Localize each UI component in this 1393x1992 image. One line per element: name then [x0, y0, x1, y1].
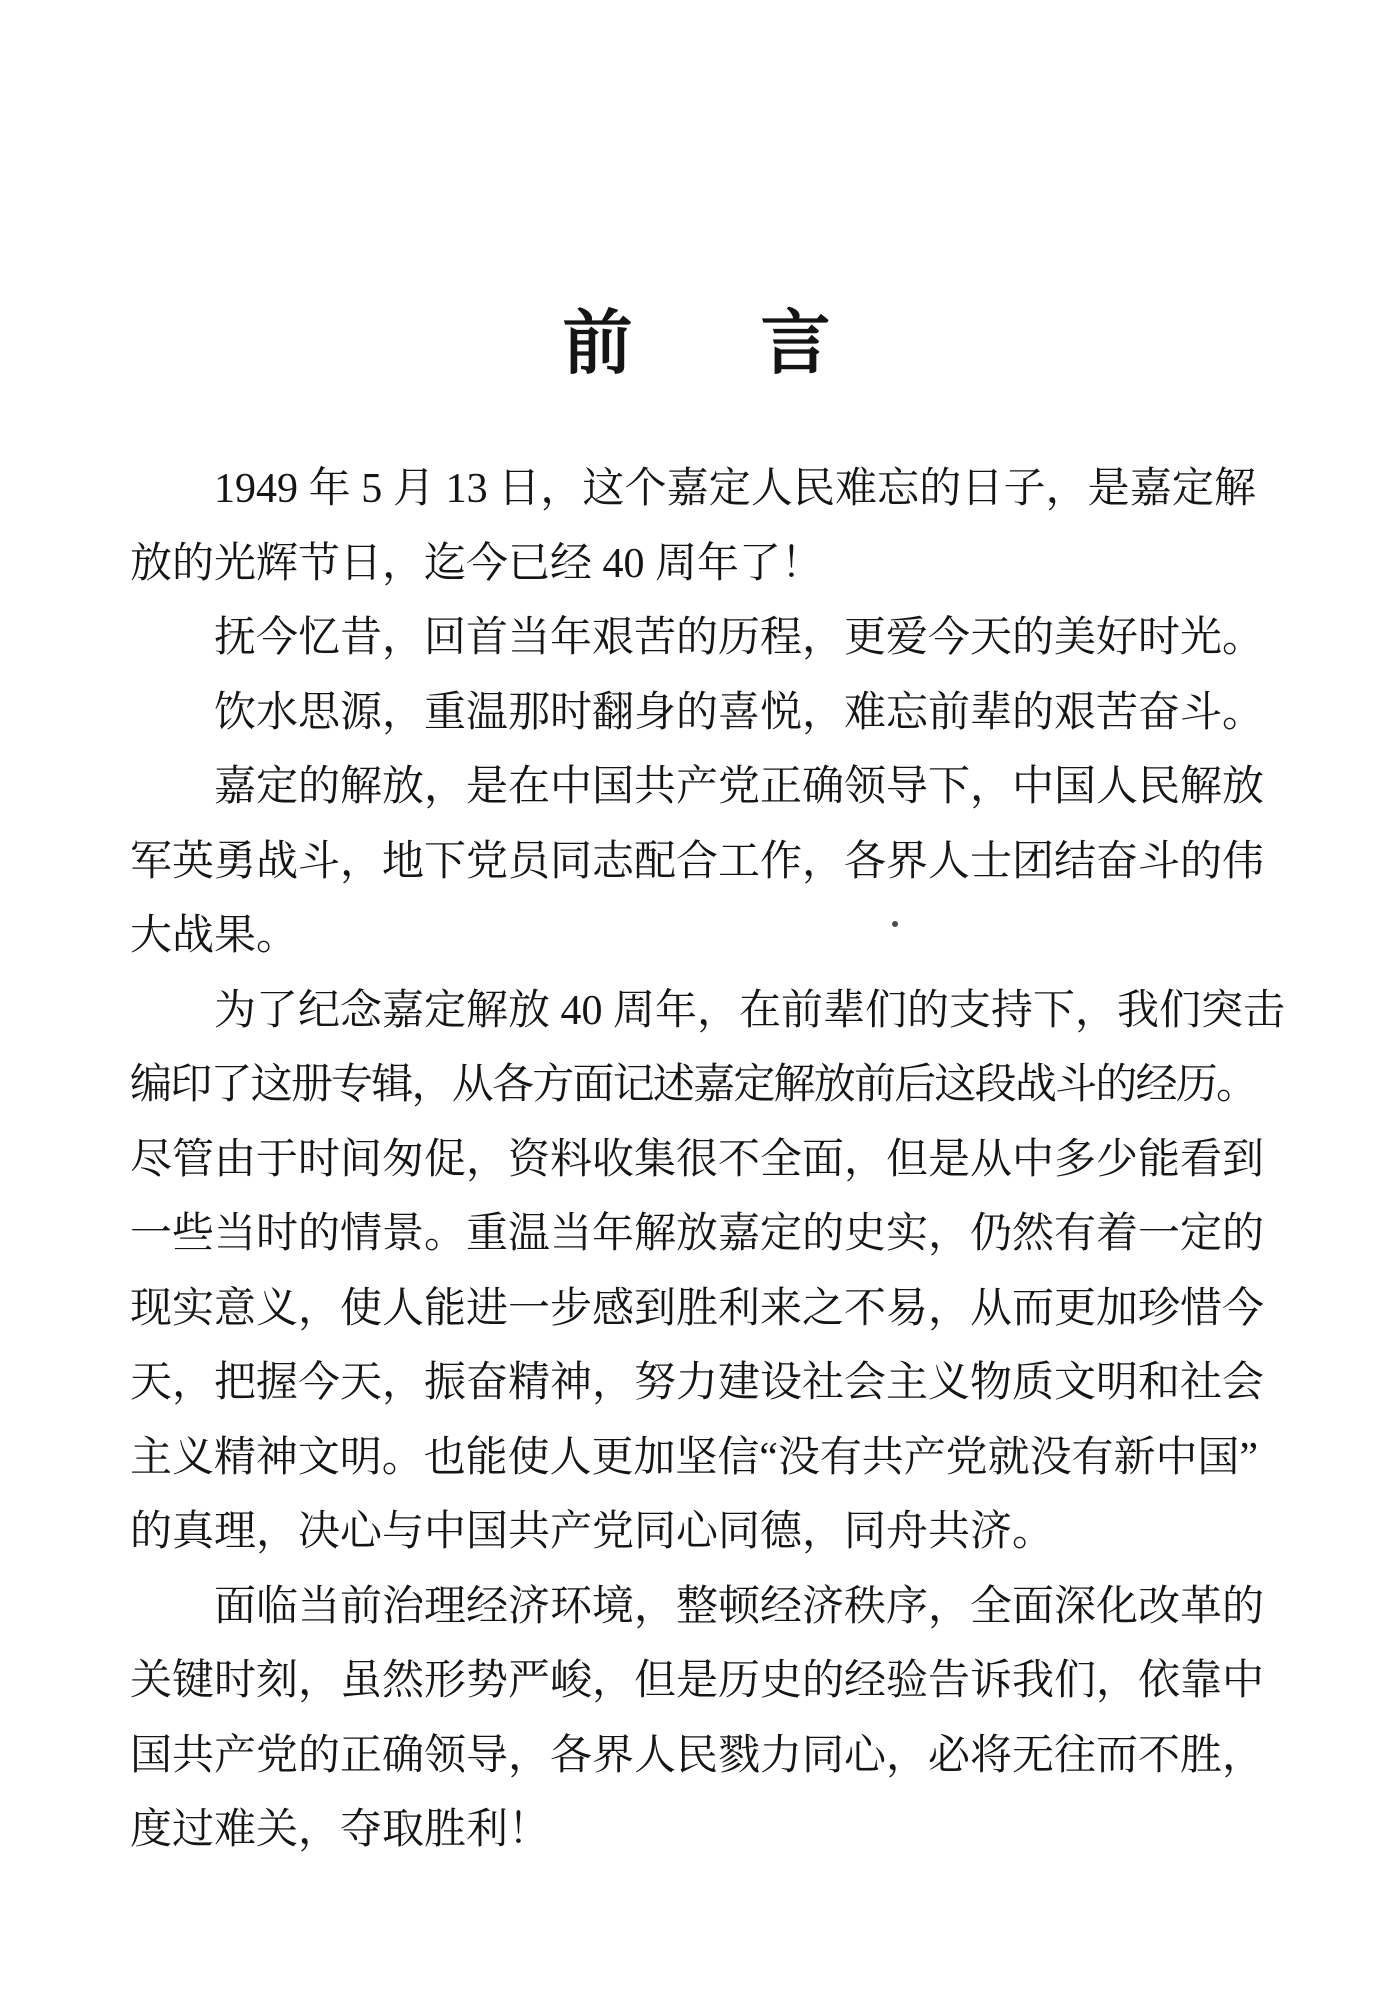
text-line: 天，把握今天，振奋精神，努力建设社会主义物质文明和社会	[130, 1360, 1265, 1406]
text-line: 现实意义，使人能进一步感到胜利来之不易，从而更加珍惜今	[130, 1285, 1265, 1332]
page-title	[0, 306, 1393, 383]
preface-body	[130, 452, 1286, 1868]
text-line: 嘉定的解放，是在中国共产党正确领导下，中国人民解放	[214, 764, 1265, 810]
text-line: 编印了这册专辑，从各方面记述嘉定解放前后这段战斗的经历。	[130, 1062, 1256, 1108]
text-line: 主义精神文明。也能使人更加坚信“没有共产党就没有新中国”	[130, 1434, 1256, 1481]
text-line: 一些当时的情景。重温当年解放嘉定的史实，仍然有着一定的	[130, 1211, 1265, 1257]
text-line: 抚今忆昔，回首当年艰苦的历程，更爱今天的美好时光。	[214, 615, 1265, 661]
text-line: 放的光辉节日，迄今已经 40 周年了！	[130, 540, 824, 587]
text-line: 军英勇战斗，地下党员同志配合工作，各界人士团结奋斗的伟	[130, 838, 1265, 885]
text-line: 国共产党的正确领导，各界人民戮力同心，必将无往而不胜，	[130, 1732, 1265, 1779]
text-line: 度过难关，夺取胜利！	[130, 1807, 551, 1853]
page-title-char-second: 言	[760, 306, 831, 383]
text-line: 尽管由于时间匆促，资料收集很不全面，但是从中多少能看到	[130, 1136, 1265, 1183]
text-line: 为了纪念嘉定解放 40 周年，在前辈们的支持下，我们突击	[214, 987, 1286, 1034]
text-line: 的真理，决心与中国共产党同心同德，同舟共济。	[130, 1509, 1055, 1555]
text-line: 饮水思源，重温那时翻身的喜悦，难忘前辈的艰苦奋斗。	[214, 689, 1265, 736]
page-title-char-first: 前	[562, 306, 633, 383]
text-line: 面临当前治理经济环境，整顿经济秩序，全面深化改革的	[214, 1583, 1265, 1630]
text-line: 关键时刻，虽然形势严峻，但是历史的经验告诉我们，依靠中	[130, 1658, 1265, 1704]
text-line: 大战果。	[130, 913, 299, 959]
text-line: 1949 年 5 月 13 日，这个嘉定人民难忘的日子，是嘉定解	[214, 466, 1256, 512]
scan-artifact-dot	[892, 921, 898, 927]
